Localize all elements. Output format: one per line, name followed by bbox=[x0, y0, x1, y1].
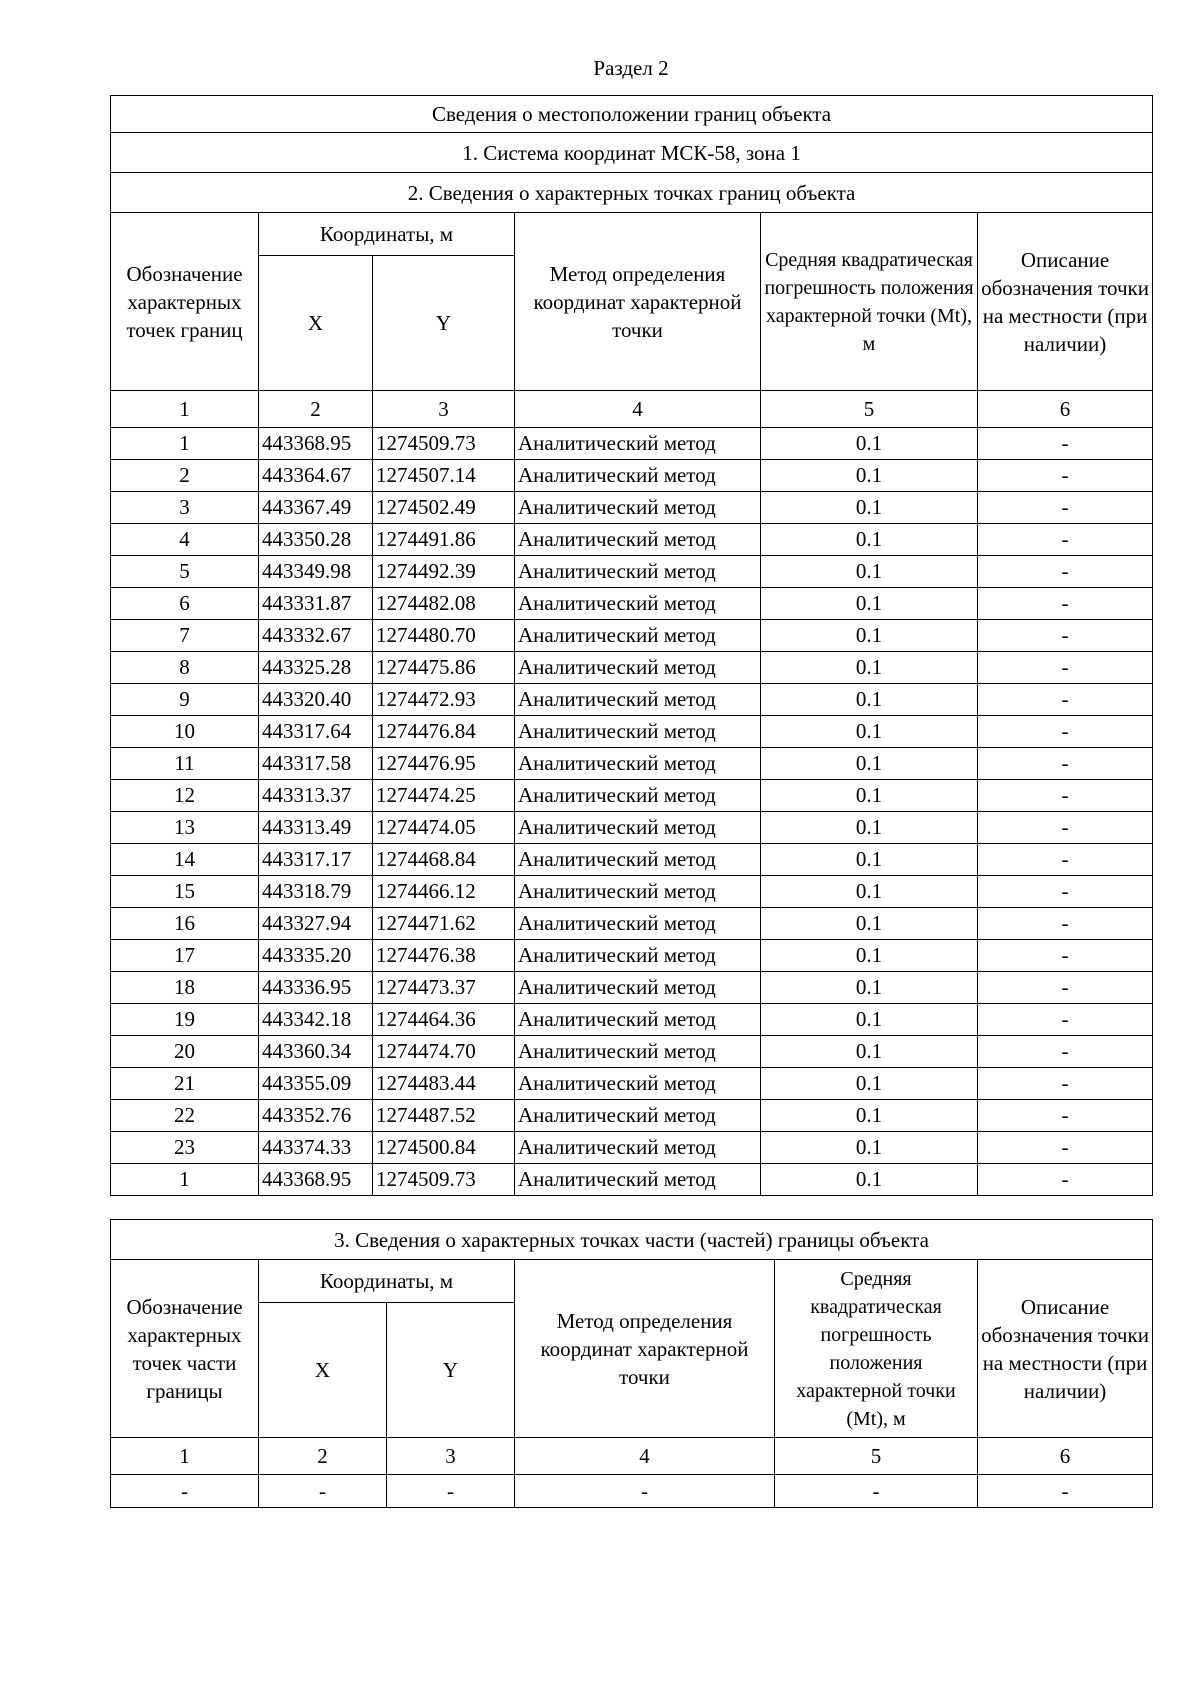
subsection-title-part: 3. Сведения о характерных точках части (частей) границы объекта bbox=[111, 1220, 1153, 1260]
table-row bbox=[111, 620, 1153, 652]
coord-y: 1274476.38 bbox=[373, 940, 515, 972]
coord-y: 1274464.36 bbox=[373, 1004, 515, 1036]
column-number: 1 bbox=[111, 1438, 259, 1475]
description: - bbox=[978, 1100, 1153, 1132]
method: Аналитический метод bbox=[515, 620, 761, 652]
coord-x: 443352.76 bbox=[259, 1100, 373, 1132]
coord-y: 1274509.73 bbox=[373, 428, 515, 460]
coord-y: 1274480.70 bbox=[373, 620, 515, 652]
coord-y: 1274507.14 bbox=[373, 460, 515, 492]
method: Аналитический метод bbox=[515, 940, 761, 972]
table-row bbox=[111, 876, 1153, 908]
coordinate-system: 1. Система координат МСК-58, зона 1 bbox=[111, 133, 1153, 173]
coord-y: 1274472.93 bbox=[373, 684, 515, 716]
description: - bbox=[978, 1475, 1153, 1508]
column-numbers-row bbox=[111, 1438, 1153, 1475]
table-row bbox=[111, 972, 1153, 1004]
header-x: X bbox=[259, 1303, 387, 1438]
header-coordinates: Координаты, м bbox=[259, 1260, 515, 1303]
method: Аналитический метод bbox=[515, 460, 761, 492]
description: - bbox=[978, 492, 1153, 524]
point-id: - bbox=[111, 1475, 259, 1508]
coord-y: 1274491.86 bbox=[373, 524, 515, 556]
coord-x: 443332.67 bbox=[259, 620, 373, 652]
description: - bbox=[978, 940, 1153, 972]
coord-x: 443367.49 bbox=[259, 492, 373, 524]
error-mt: 0.1 bbox=[761, 556, 978, 588]
method: Аналитический метод bbox=[515, 1164, 761, 1196]
subsection-title-points: 2. Сведения о характерных точках границ объекта bbox=[111, 173, 1153, 213]
method: Аналитический метод bbox=[515, 748, 761, 780]
table-row bbox=[111, 716, 1153, 748]
coord-y: 1274475.86 bbox=[373, 652, 515, 684]
boundary-points-table bbox=[110, 95, 1153, 1196]
table-row bbox=[111, 460, 1153, 492]
coord-x: 443355.09 bbox=[259, 1068, 373, 1100]
description: - bbox=[978, 428, 1153, 460]
point-id: 10 bbox=[111, 716, 259, 748]
description: - bbox=[978, 684, 1153, 716]
coord-y: 1274502.49 bbox=[373, 492, 515, 524]
description: - bbox=[978, 556, 1153, 588]
table-row bbox=[111, 588, 1153, 620]
description: - bbox=[978, 812, 1153, 844]
method: Аналитический метод bbox=[515, 1004, 761, 1036]
point-id: 23 bbox=[111, 1132, 259, 1164]
method: Аналитический метод bbox=[515, 1132, 761, 1164]
coord-x: 443317.17 bbox=[259, 844, 373, 876]
coord-y: 1274466.12 bbox=[373, 876, 515, 908]
header-method: Метод определения координат характерной точки bbox=[515, 1260, 775, 1438]
column-number: 2 bbox=[259, 391, 373, 428]
coord-x: 443360.34 bbox=[259, 1036, 373, 1068]
table-row bbox=[111, 652, 1153, 684]
method: Аналитический метод bbox=[515, 972, 761, 1004]
coord-y: - bbox=[387, 1475, 515, 1508]
point-id: 11 bbox=[111, 748, 259, 780]
error-mt: 0.1 bbox=[761, 876, 978, 908]
column-numbers-row bbox=[111, 391, 1153, 428]
header-error: Средняя квадратическая погрешность положения характерной точки (Mt), м bbox=[775, 1260, 978, 1438]
coord-x: 443317.58 bbox=[259, 748, 373, 780]
error-mt: 0.1 bbox=[761, 972, 978, 1004]
table-row bbox=[111, 940, 1153, 972]
point-id: 21 bbox=[111, 1068, 259, 1100]
method: Аналитический метод bbox=[515, 684, 761, 716]
header-x: X bbox=[259, 256, 373, 391]
coord-x: 443331.87 bbox=[259, 588, 373, 620]
point-id: 13 bbox=[111, 812, 259, 844]
coord-x: 443320.40 bbox=[259, 684, 373, 716]
error-mt: 0.1 bbox=[761, 780, 978, 812]
coord-x: - bbox=[259, 1475, 387, 1508]
description: - bbox=[978, 716, 1153, 748]
method: Аналитический метод bbox=[515, 1068, 761, 1100]
description: - bbox=[978, 1132, 1153, 1164]
point-id: 16 bbox=[111, 908, 259, 940]
coord-y: 1274474.25 bbox=[373, 780, 515, 812]
table-row bbox=[111, 524, 1153, 556]
error-mt: 0.1 bbox=[761, 1132, 978, 1164]
error-mt: 0.1 bbox=[761, 812, 978, 844]
point-id: 4 bbox=[111, 524, 259, 556]
method: Аналитический метод bbox=[515, 652, 761, 684]
coord-y: 1274473.37 bbox=[373, 972, 515, 1004]
table-row bbox=[111, 1004, 1153, 1036]
coord-y: 1274492.39 bbox=[373, 556, 515, 588]
table-title: Сведения о местоположении границ объекта bbox=[111, 96, 1153, 133]
point-id: 12 bbox=[111, 780, 259, 812]
column-number: 6 bbox=[978, 1438, 1153, 1475]
coord-y: 1274474.70 bbox=[373, 1036, 515, 1068]
column-number: 6 bbox=[978, 391, 1153, 428]
section-title: Раздел 2 bbox=[593, 56, 669, 80]
error-mt: 0.1 bbox=[761, 1164, 978, 1196]
error-mt: 0.1 bbox=[761, 684, 978, 716]
method: - bbox=[515, 1475, 775, 1508]
coord-y: 1274468.84 bbox=[373, 844, 515, 876]
coord-y: 1274500.84 bbox=[373, 1132, 515, 1164]
coord-y: 1274487.52 bbox=[373, 1100, 515, 1132]
description: - bbox=[978, 1068, 1153, 1100]
point-id: 6 bbox=[111, 588, 259, 620]
point-id: 14 bbox=[111, 844, 259, 876]
error-mt: 0.1 bbox=[761, 1100, 978, 1132]
point-id: 22 bbox=[111, 1100, 259, 1132]
coord-x: 443368.95 bbox=[259, 428, 373, 460]
column-number: 3 bbox=[387, 1438, 515, 1475]
header-designation: Обозначение характерных точек границ bbox=[111, 213, 259, 391]
column-number: 5 bbox=[775, 1438, 978, 1475]
point-id: 1 bbox=[111, 1164, 259, 1196]
part-boundary-points-table bbox=[110, 1219, 1153, 1508]
description: - bbox=[978, 748, 1153, 780]
coord-x: 443342.18 bbox=[259, 1004, 373, 1036]
column-number: 3 bbox=[373, 391, 515, 428]
error-mt: - bbox=[775, 1475, 978, 1508]
column-number: 5 bbox=[761, 391, 978, 428]
table-row bbox=[111, 1164, 1153, 1196]
header-y: Y bbox=[387, 1303, 515, 1438]
description: - bbox=[978, 908, 1153, 940]
header-description: Описание обозначения точки на местности (при наличии) bbox=[978, 213, 1153, 391]
error-mt: 0.1 bbox=[761, 620, 978, 652]
table-row bbox=[111, 1068, 1153, 1100]
table-row bbox=[111, 844, 1153, 876]
coord-y: 1274471.62 bbox=[373, 908, 515, 940]
point-id: 1 bbox=[111, 428, 259, 460]
table-row bbox=[111, 684, 1153, 716]
error-mt: 0.1 bbox=[761, 908, 978, 940]
point-id: 2 bbox=[111, 460, 259, 492]
description: - bbox=[978, 652, 1153, 684]
error-mt: 0.1 bbox=[761, 940, 978, 972]
column-number: 4 bbox=[515, 1438, 775, 1475]
header-designation: Обозначение характерных точек части границы bbox=[111, 1260, 259, 1438]
method: Аналитический метод bbox=[515, 492, 761, 524]
error-mt: 0.1 bbox=[761, 716, 978, 748]
point-id: 7 bbox=[111, 620, 259, 652]
error-mt: 0.1 bbox=[761, 524, 978, 556]
header-y: Y bbox=[373, 256, 515, 391]
error-mt: 0.1 bbox=[761, 1068, 978, 1100]
table-row bbox=[111, 780, 1153, 812]
coord-x: 443313.49 bbox=[259, 812, 373, 844]
description: - bbox=[978, 524, 1153, 556]
point-id: 9 bbox=[111, 684, 259, 716]
table-row bbox=[111, 748, 1153, 780]
description: - bbox=[978, 780, 1153, 812]
description: - bbox=[978, 460, 1153, 492]
method: Аналитический метод bbox=[515, 556, 761, 588]
method: Аналитический метод bbox=[515, 780, 761, 812]
coord-y: 1274482.08 bbox=[373, 588, 515, 620]
method: Аналитический метод bbox=[515, 588, 761, 620]
coord-y: 1274483.44 bbox=[373, 1068, 515, 1100]
coord-y: 1274476.84 bbox=[373, 716, 515, 748]
description: - bbox=[978, 588, 1153, 620]
coord-x: 443350.28 bbox=[259, 524, 373, 556]
coord-x: 443364.67 bbox=[259, 460, 373, 492]
header-description: Описание обозначения точки на местности (при наличии) bbox=[978, 1260, 1153, 1438]
error-mt: 0.1 bbox=[761, 1004, 978, 1036]
error-mt: 0.1 bbox=[761, 588, 978, 620]
error-mt: 0.1 bbox=[761, 428, 978, 460]
table-row bbox=[111, 1132, 1153, 1164]
column-number: 2 bbox=[259, 1438, 387, 1475]
point-id: 3 bbox=[111, 492, 259, 524]
table-row bbox=[111, 492, 1153, 524]
coord-y: 1274474.05 bbox=[373, 812, 515, 844]
point-id: 15 bbox=[111, 876, 259, 908]
method: Аналитический метод bbox=[515, 1100, 761, 1132]
header-method: Метод определения координат характерной точки bbox=[515, 213, 761, 391]
coord-x: 443327.94 bbox=[259, 908, 373, 940]
coord-x: 443325.28 bbox=[259, 652, 373, 684]
error-mt: 0.1 bbox=[761, 1036, 978, 1068]
description: - bbox=[978, 876, 1153, 908]
column-number: 4 bbox=[515, 391, 761, 428]
coord-x: 443313.37 bbox=[259, 780, 373, 812]
coord-y: 1274476.95 bbox=[373, 748, 515, 780]
method: Аналитический метод bbox=[515, 524, 761, 556]
table-row bbox=[111, 556, 1153, 588]
method: Аналитический метод bbox=[515, 908, 761, 940]
point-id: 18 bbox=[111, 972, 259, 1004]
header-error: Средняя квадратическая погрешность положения характерной точки (Mt), м bbox=[761, 213, 978, 391]
coord-x: 443349.98 bbox=[259, 556, 373, 588]
description: - bbox=[978, 620, 1153, 652]
method: Аналитический метод bbox=[515, 812, 761, 844]
header-coordinates: Координаты, м bbox=[259, 213, 515, 256]
error-mt: 0.1 bbox=[761, 492, 978, 524]
coord-x: 443374.33 bbox=[259, 1132, 373, 1164]
table-row bbox=[111, 908, 1153, 940]
error-mt: 0.1 bbox=[761, 748, 978, 780]
error-mt: 0.1 bbox=[761, 652, 978, 684]
point-id: 20 bbox=[111, 1036, 259, 1068]
description: - bbox=[978, 1004, 1153, 1036]
table-row bbox=[111, 812, 1153, 844]
point-id: 17 bbox=[111, 940, 259, 972]
table-row bbox=[111, 1036, 1153, 1068]
table-row bbox=[111, 428, 1153, 460]
description: - bbox=[978, 1036, 1153, 1068]
description: - bbox=[978, 1164, 1153, 1196]
table-row bbox=[111, 1100, 1153, 1132]
description: - bbox=[978, 844, 1153, 876]
table-row bbox=[111, 1475, 1153, 1508]
coord-y: 1274509.73 bbox=[373, 1164, 515, 1196]
method: Аналитический метод bbox=[515, 1036, 761, 1068]
column-number: 1 bbox=[111, 391, 259, 428]
method: Аналитический метод bbox=[515, 844, 761, 876]
coord-x: 443336.95 bbox=[259, 972, 373, 1004]
method: Аналитический метод bbox=[515, 428, 761, 460]
description: - bbox=[978, 972, 1153, 1004]
error-mt: 0.1 bbox=[761, 844, 978, 876]
method: Аналитический метод bbox=[515, 876, 761, 908]
error-mt: 0.1 bbox=[761, 460, 978, 492]
point-id: 19 bbox=[111, 1004, 259, 1036]
coord-x: 443317.64 bbox=[259, 716, 373, 748]
point-id: 5 bbox=[111, 556, 259, 588]
coord-x: 443368.95 bbox=[259, 1164, 373, 1196]
method: Аналитический метод bbox=[515, 716, 761, 748]
point-id: 8 bbox=[111, 652, 259, 684]
coord-x: 443335.20 bbox=[259, 940, 373, 972]
coord-x: 443318.79 bbox=[259, 876, 373, 908]
